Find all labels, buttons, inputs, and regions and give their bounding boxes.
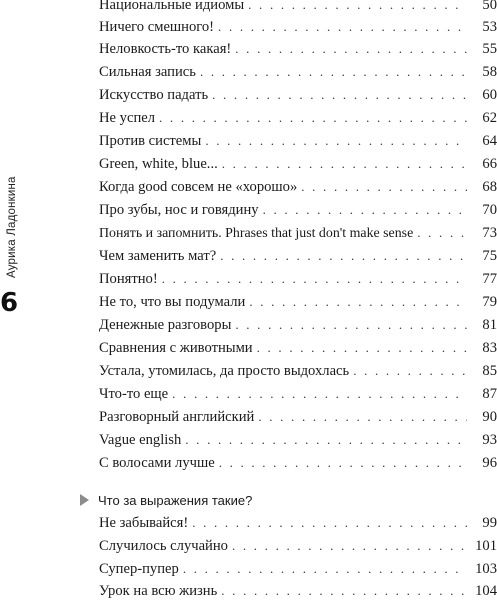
toc-entry-title: Урок на всю жизнь (99, 583, 218, 599)
toc-entry (99, 268, 497, 290)
toc-entry-title: Неловкость-то какая! (99, 41, 232, 57)
toc-leader-dots (212, 84, 467, 106)
toc-entry-title: Сильная запись (99, 64, 196, 80)
toc-entry (99, 429, 497, 451)
toc-entry-title: Про зубы, нос и говядину (99, 202, 259, 218)
toc-leader-dots (192, 512, 467, 534)
toc-leader-dots (235, 314, 467, 336)
toc-entry-page: 50 (482, 0, 497, 13)
toc-entry (99, 107, 497, 129)
toc-entry-page: 83 (482, 340, 497, 356)
toc-entry (99, 153, 497, 175)
toc-leader-dots (183, 558, 467, 580)
toc-leader-dots (221, 580, 467, 602)
toc-entry-page: 93 (482, 432, 497, 448)
toc-leader-dots (172, 383, 467, 405)
toc-leader-dots (235, 38, 467, 60)
toc-entry-title: Национальные идиомы (99, 0, 245, 13)
toc-entry-page: 68 (482, 179, 497, 195)
toc-leader-dots (205, 130, 467, 152)
toc-leader-dots (301, 176, 467, 198)
toc-leader-dots (417, 222, 467, 244)
toc-leader-dots (200, 61, 467, 83)
toc-entry-page: 87 (482, 386, 497, 402)
toc-entry-page: 70 (482, 202, 497, 218)
toc-entry-title: Ничего смешного! (99, 19, 215, 35)
triangle-bullet-icon (80, 494, 89, 506)
toc-entry-title: Vague english (99, 432, 182, 448)
toc-entry-title: Супер-пупер (99, 561, 179, 577)
toc-entry-page: 62 (482, 110, 497, 126)
section-heading (80, 489, 252, 511)
toc-entry (99, 38, 497, 60)
toc-entry-title: Разговорный английский (99, 409, 255, 425)
toc-entry-title: Устала, утомилась, да просто выдохлась (99, 363, 350, 379)
toc-entry (99, 406, 497, 428)
toc-leader-dots (263, 199, 467, 221)
toc-entry-page: 101 (475, 538, 497, 554)
toc-entry (99, 16, 497, 38)
toc-leader-dots (257, 337, 467, 359)
toc-entry-page: 103 (475, 561, 497, 577)
toc-entry (99, 314, 497, 336)
toc-entry-page: 73 (482, 225, 497, 241)
toc-entry (99, 558, 497, 580)
toc-entry-page: 66 (482, 156, 497, 172)
toc-entry (99, 535, 497, 557)
toc-entry (99, 61, 497, 83)
toc-entry-page: 53 (482, 19, 497, 35)
toc-entry-title: Искусство падать (99, 87, 209, 103)
toc-entry-title: Green, white, blue... (99, 156, 218, 172)
toc-entry (99, 0, 497, 16)
toc-entry-title: Случилось случайно (99, 538, 228, 554)
toc-entry-page: 85 (482, 363, 497, 379)
toc-entry (99, 512, 497, 534)
toc-entry (99, 452, 497, 474)
toc-entry-title: Против системы (99, 133, 202, 149)
toc-entry (99, 580, 497, 602)
author-name: Аурика Ладонкина (6, 176, 18, 278)
toc-leader-dots (162, 268, 467, 290)
toc-entry-page: 96 (482, 455, 497, 471)
toc-entry-title: Когда good совсем не «хорошо» (99, 179, 298, 195)
toc-entry-title: Не забывайся! (99, 515, 189, 531)
toc-leader-dots (220, 245, 467, 267)
toc-entry-title: Что-то еще (99, 386, 169, 402)
toc-leader-dots (222, 153, 467, 175)
toc-entry-page: 90 (482, 409, 497, 425)
toc-entry-page: 77 (482, 271, 497, 287)
toc-entry-page: 64 (482, 133, 497, 149)
toc-leader-dots (249, 291, 467, 313)
toc-entry (99, 383, 497, 405)
toc-entry-page: 58 (482, 64, 497, 80)
toc-entry-page: 55 (482, 41, 497, 57)
toc-entry-title: Сравнения с животными (99, 340, 253, 356)
toc-entry-title: Чем заменить мат? (99, 248, 217, 264)
section-heading-text: Что за выражения такие? (98, 492, 253, 508)
toc-entry (99, 130, 497, 152)
toc-entry (99, 337, 497, 359)
toc-entry-page: 60 (482, 87, 497, 103)
toc-leader-dots (159, 107, 467, 129)
toc-entry-page: 104 (475, 583, 497, 599)
toc-entry (99, 360, 497, 382)
page-number: 6 (0, 288, 19, 318)
toc-leader-dots (232, 535, 467, 557)
toc-leader-dots (219, 452, 467, 474)
toc-entry-title: Понятно! (99, 271, 158, 287)
toc-entry-title: Не то, что вы подумали (99, 294, 246, 310)
toc-entry-page: 81 (482, 317, 497, 333)
toc-entry (99, 199, 497, 221)
toc-leader-dots (218, 16, 467, 38)
toc-entry-title: Понять и запомнить. Phrases that just don't make sense (99, 226, 414, 241)
toc-leader-dots (353, 360, 467, 382)
toc-leader-dots (258, 406, 467, 428)
toc-entry (99, 245, 497, 267)
toc-entry-title: С волосами лучше (99, 455, 215, 471)
toc-entry (99, 84, 497, 106)
toc-entry-title: Денежные разговоры (99, 317, 232, 333)
toc-leader-dots (248, 0, 467, 16)
toc-leader-dots (185, 429, 467, 451)
toc-entry-title: Не успел (99, 110, 156, 126)
toc-entry (99, 176, 497, 198)
toc-entry (99, 291, 497, 313)
toc-entry-page: 79 (482, 294, 497, 310)
toc-entry-page: 99 (482, 515, 497, 531)
toc-entry (99, 222, 497, 244)
toc-entry-page: 75 (482, 248, 497, 264)
